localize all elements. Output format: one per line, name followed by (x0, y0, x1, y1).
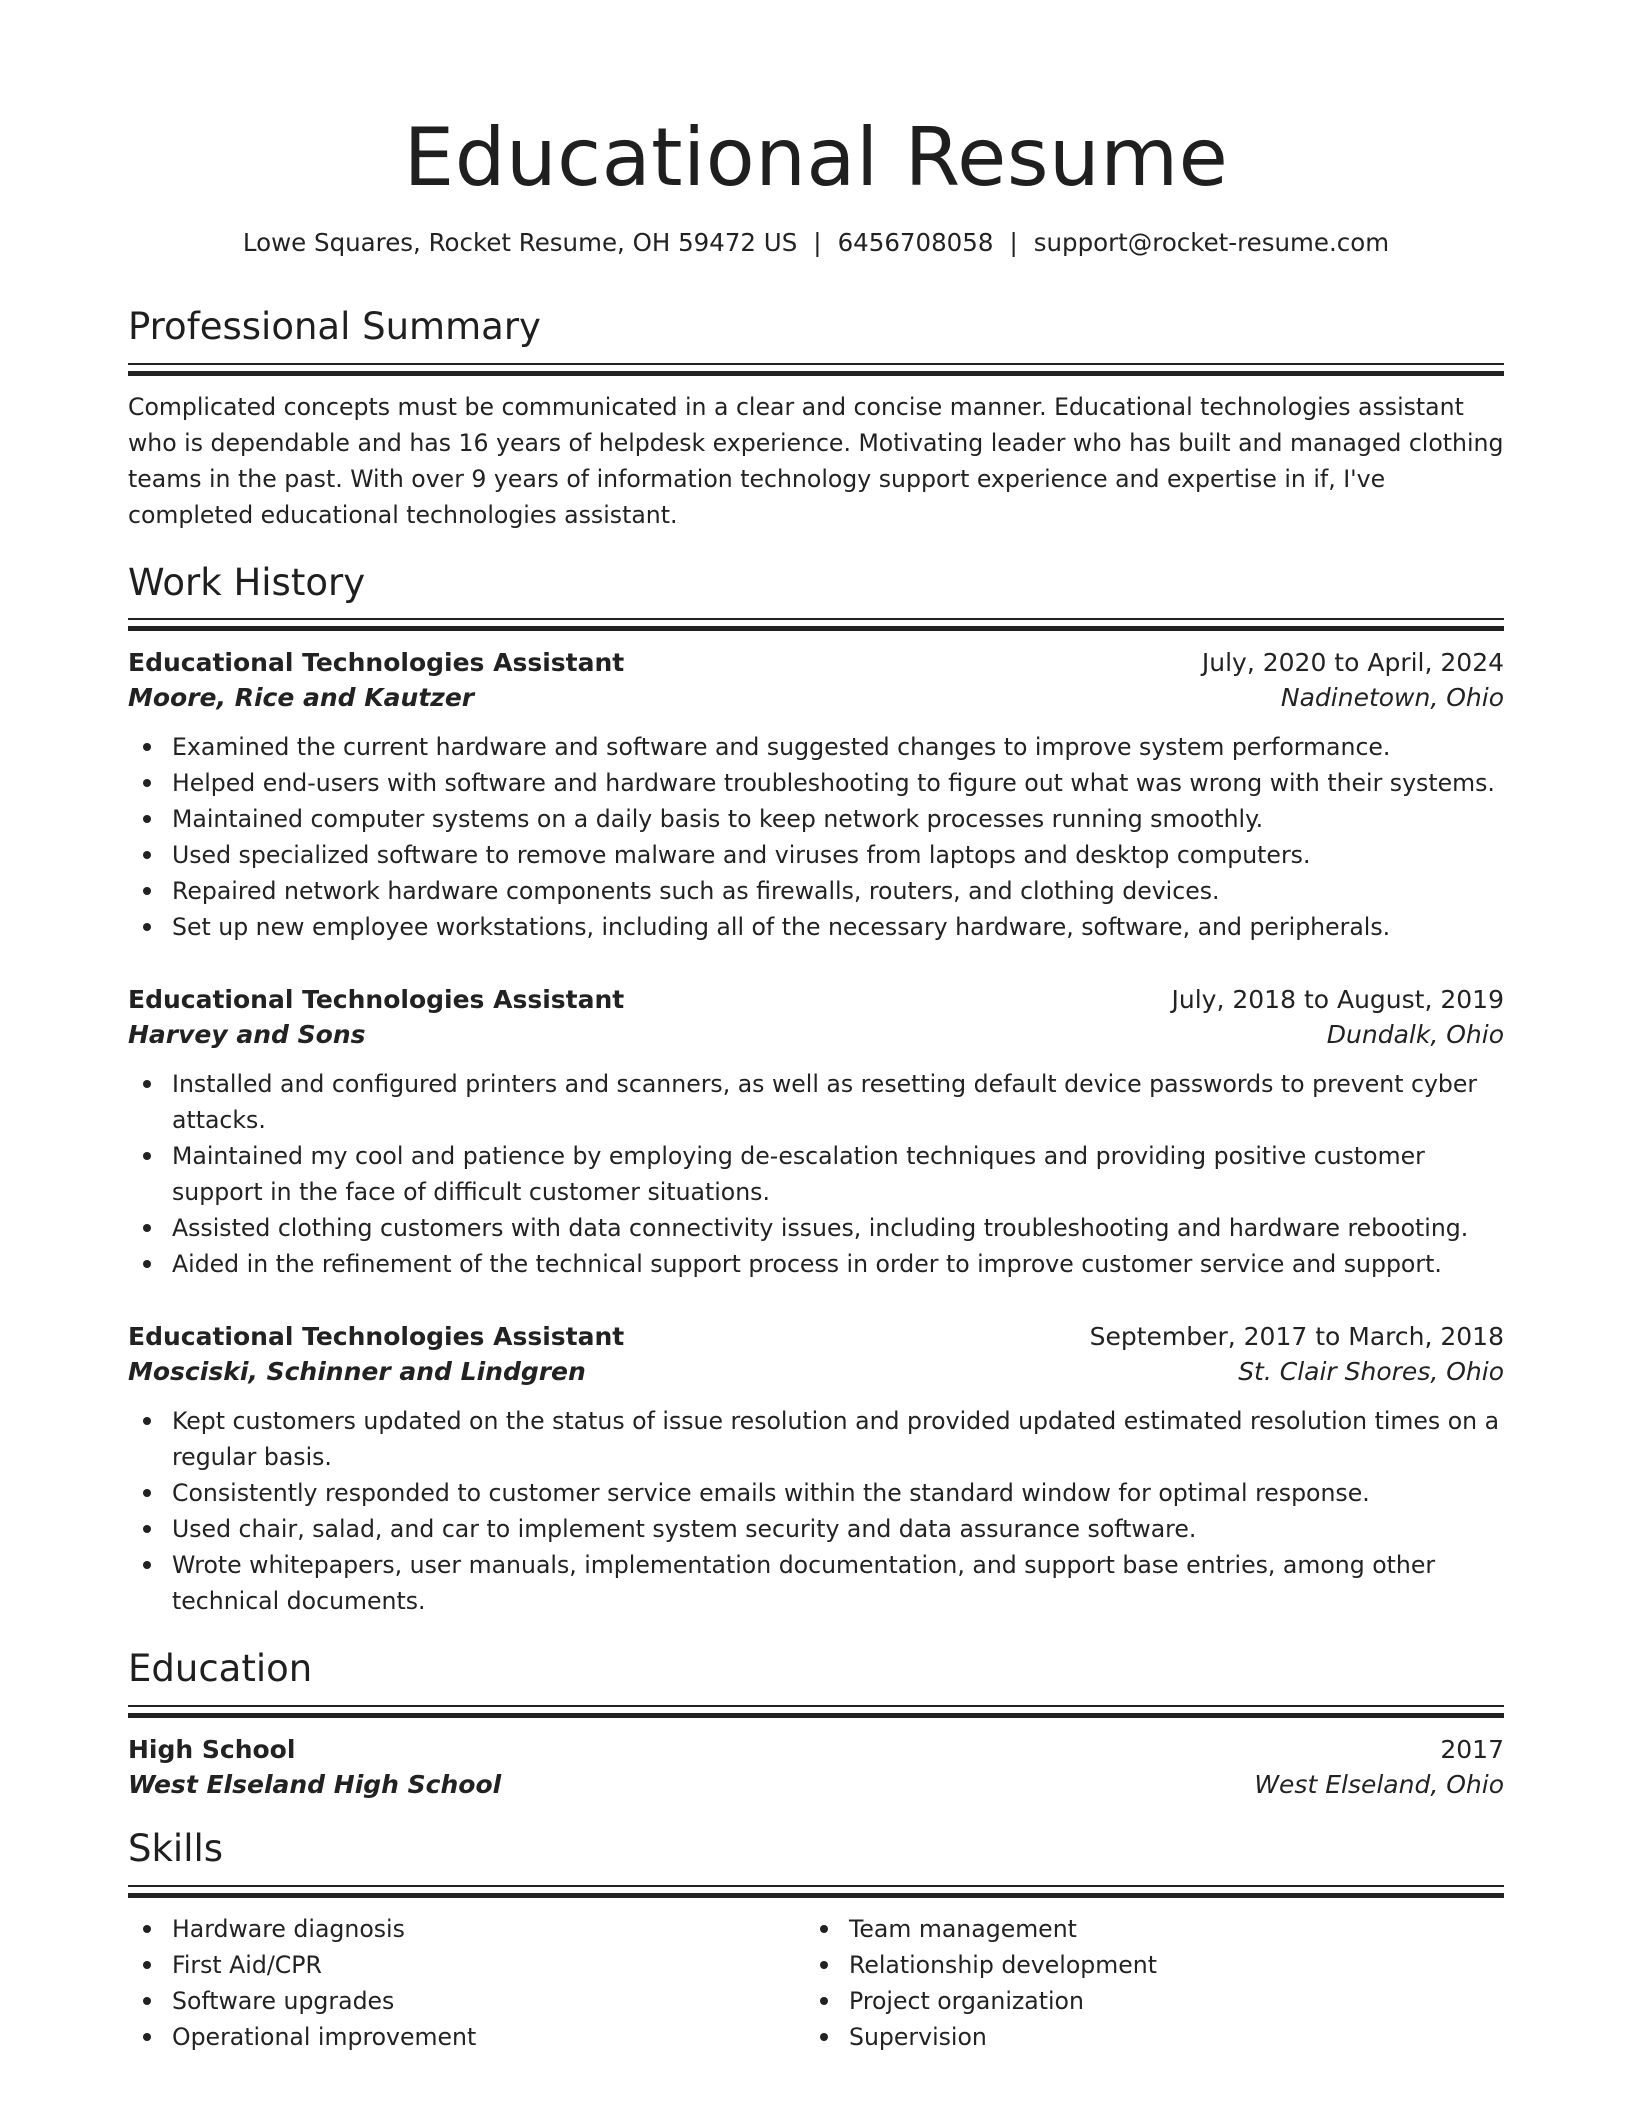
job-bullets (128, 729, 1504, 945)
list-item: Installed and configured printers and scanners, as well as resetting default device passwords to prevent cyber attacks. (128, 1066, 1504, 1138)
section-divider (128, 1885, 1504, 1897)
job-employer: Mosciski, Schinner and Lindgren (128, 1357, 586, 1387)
list-item: Supervision (805, 2019, 1482, 2055)
contact-separator: | (1009, 228, 1018, 257)
list-item: Wrote whitepapers, user manuals, implementation documentation, and support base entries, among other technical documents. (128, 1547, 1504, 1619)
skills-section (128, 1829, 1504, 2055)
section-divider (128, 618, 1504, 630)
list-item: Operational improvement (128, 2019, 805, 2055)
list-item: Maintained computer systems on a daily basis to keep network processes running smoothly. (128, 801, 1504, 837)
contact-phone: 6456708058 (837, 228, 994, 257)
list-item: Project organization (805, 1983, 1482, 2019)
job-location: Nadinetown, Ohio (1280, 683, 1504, 713)
contact-email: support@rocket-resume.com (1033, 228, 1390, 257)
education-degree: High School (128, 1735, 296, 1765)
contact-address: Lowe Squares, Rocket Resume, OH 59472 US (242, 228, 798, 257)
section-title-education: Education (128, 1647, 313, 1691)
job-title: Educational Technologies Assistant (128, 1322, 625, 1352)
section-divider (128, 1705, 1504, 1717)
education-year: 2017 (1440, 1735, 1504, 1765)
list-item: Maintained my cool and patience by employing de-escalation techniques and providing positive customer support in the face of difficult customer situations. (128, 1138, 1504, 1210)
list-item: Team management (805, 1911, 1482, 1947)
job-location: Dundalk, Ohio (1326, 1020, 1504, 1050)
list-item: Consistently responded to customer service emails within the standard window for optimal response. (128, 1475, 1504, 1511)
section-title-work-history: Work History (128, 560, 366, 604)
list-item: Assisted clothing customers with data connectivity issues, including troubleshooting and hardware rebooting. (128, 1210, 1504, 1246)
contact-separator: | (813, 228, 822, 257)
contact-line (128, 228, 1504, 257)
list-item: Software upgrades (128, 1983, 805, 2019)
job-dates: July, 2018 to August, 2019 (1171, 985, 1504, 1015)
list-item: Used chair, salad, and car to implement system security and data assurance software. (128, 1511, 1504, 1547)
resume-name: Educational Resume (403, 111, 1229, 204)
skills-list-right (805, 1911, 1482, 2055)
education-school: West Elseland High School (128, 1770, 502, 1800)
education-entry (128, 1735, 1504, 1799)
work-history-section (128, 560, 1504, 1620)
job-title: Educational Technologies Assistant (128, 648, 625, 678)
summary-text: Complicated concepts must be communicated in a clear and concise manner. Educational technologies assistant who is dependable and has 16 years of helpdesk experience. Motivating leader who has built and managed clothing teams in the past. With over 9 years of information technology support experience and expertise in if, I've completed educational technologies assistant. (128, 392, 1504, 529)
list-item: Relationship development (805, 1947, 1482, 1983)
education-location: West Elseland, Ohio (1254, 1770, 1504, 1800)
skills-columns (128, 1911, 1504, 2055)
list-item: Set up new employee workstations, including all of the necessary hardware, software, and peripherals. (128, 909, 1504, 945)
section-title-summary: Professional Summary (128, 305, 541, 348)
list-item: Aided in the refinement of the technical support process in order to improve customer service and support. (128, 1246, 1504, 1282)
job-entry (128, 648, 1504, 945)
job-title: Educational Technologies Assistant (128, 985, 625, 1015)
list-item: Repaired network hardware components such as firewalls, routers, and clothing devices. (128, 873, 1504, 909)
job-bullets (128, 1066, 1504, 1282)
list-item: Helped end-users with software and hardware troubleshooting to figure out what was wrong with their systems. (128, 765, 1504, 801)
job-bullets (128, 1403, 1504, 1619)
list-item: Kept customers updated on the status of issue resolution and provided updated estimated resolution times on a regular basis. (128, 1403, 1504, 1475)
list-item: Hardware diagnosis (128, 1911, 805, 1947)
list-item: First Aid/CPR (128, 1947, 805, 1983)
summary-section (128, 307, 1504, 533)
job-entry (128, 1322, 1504, 1619)
list-item: Examined the current hardware and software and suggested changes to improve system performance. (128, 729, 1504, 765)
list-item: Used specialized software to remove malware and viruses from laptops and desktop computers. (128, 837, 1504, 873)
job-employer: Harvey and Sons (128, 1020, 366, 1050)
skills-list-left (128, 1911, 805, 2055)
job-employer: Moore, Rice and Kautzer (128, 683, 475, 713)
job-location: St. Clair Shores, Ohio (1238, 1357, 1504, 1387)
education-section (128, 1649, 1504, 1799)
section-title-skills: Skills (128, 1827, 224, 1871)
job-dates: July, 2020 to April, 2024 (1201, 648, 1504, 678)
job-dates: September, 2017 to March, 2018 (1089, 1322, 1504, 1352)
section-divider (128, 363, 1504, 375)
job-entry (128, 985, 1504, 1282)
